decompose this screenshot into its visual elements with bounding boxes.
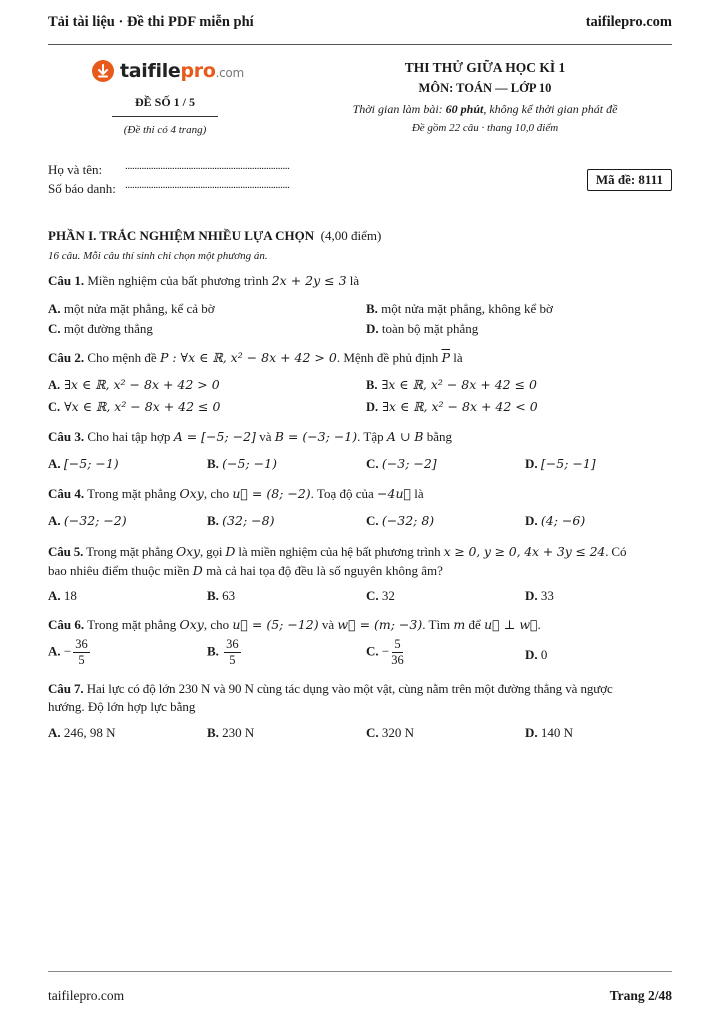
q5-option-d[interactable]: D. 33 (525, 588, 554, 603)
question-7-line-1: Câu 7. Hai lực có độ lớn 230 N và 90 N cùng tác dụng vào một vật, cùng nằm trên một đường thẳng và ngược (48, 681, 613, 696)
q3-option-d[interactable]: D. [−5; −1] (525, 456, 596, 471)
q1-option-d[interactable]: D. toàn bộ mặt phẳng (366, 321, 479, 336)
question-2: Câu 2. Cho mệnh đề P : ∀x ∈ ℝ, x² − 8x + 42 > 0. Mệnh đề phủ định $\overline{P}$ là (48, 350, 463, 365)
fraction: $\frac{36}{5}$ (226, 637, 239, 667)
section-note: 16 câu. Mỗi câu thí sinh chỉ chọn một phương án. (48, 250, 268, 262)
q6-option-c[interactable]: C. − $\frac{5}{36}$ (366, 637, 404, 667)
q4-option-d[interactable]: D. (4; −6) (525, 513, 586, 528)
page-number: Trang 2/48 (609, 988, 672, 1003)
footer-site-link[interactable]: taifilepro.com (48, 988, 125, 1003)
q3-option-b[interactable]: B. (−5; −1) (207, 456, 277, 471)
q3-option-c[interactable]: C. (−3; −2] (366, 456, 437, 471)
question-3: Câu 3. Cho hai tập hợp A = [−5; −2] và B = (−3; −1). Tập A ∪ B bằng (48, 429, 453, 444)
q5-option-c[interactable]: C. 32 (366, 588, 395, 603)
footer-divider (48, 971, 672, 972)
question-5-line-2: bao nhiêu điểm thuộc miền D mà cả hai tọa độ đều là số nguyên không âm? (48, 563, 443, 578)
q2-option-d[interactable]: D. ∃x ∈ ℝ, x² − 8x + 42 < 0 (366, 399, 538, 414)
q1-option-b[interactable]: B. một nửa mặt phẳng, không kể bờ (366, 301, 553, 316)
exam-structure: Đề gồm 22 câu · thang 10,0 điểm (411, 122, 559, 134)
q7-option-a[interactable]: A. 246, 98 N (48, 725, 116, 740)
header-divider (48, 44, 672, 45)
header-site-link[interactable]: taifilepro.com (585, 14, 672, 30)
q1-option-c[interactable]: C. một đường thẳng (48, 321, 153, 336)
header-left-text: Tải tài liệu · Đề thi PDF miễn phí (48, 14, 254, 30)
q2-option-c[interactable]: C. ∀x ∈ ℝ, x² − 8x + 42 ≤ 0 (48, 399, 221, 414)
q7-option-d[interactable]: D. 140 N (525, 725, 574, 740)
q6-option-d[interactable]: D. 0 (525, 647, 548, 662)
exam-code-badge: Mã đề: 8111 (587, 169, 672, 191)
name-label: Họ và tên: (48, 162, 103, 177)
q7-option-c[interactable]: C. 320 N (366, 725, 415, 740)
q3-option-a[interactable]: A. [−5; −1) (48, 456, 119, 471)
exam-number: ĐỀ SỐ 1 / 5 (134, 95, 195, 109)
q2-option-a[interactable]: A. ∃x ∈ ℝ, x² − 8x + 42 > 0 (48, 377, 220, 392)
q6-option-b[interactable]: B. $\frac{36}{5}$ (207, 637, 239, 667)
question-7-line-2: hướng. Độ lớn hợp lực bằng (48, 699, 196, 714)
exam-title: THI THỬ GIỮA HỌC KÌ 1 (404, 60, 566, 75)
q4-option-c[interactable]: C. (−32; 8) (366, 513, 435, 528)
download-icon (92, 60, 114, 82)
q2-option-b[interactable]: B. ∃x ∈ ℝ, x² − 8x + 42 ≤ 0 (366, 377, 538, 392)
section-heading: PHẦN I. TRẮC NGHIỆM NHIỀU LỰA CHỌN (4,00 điểm) (48, 228, 382, 243)
fraction: $\frac{5}{36}$ (391, 637, 404, 667)
id-field[interactable]: ...................................................................... (125, 179, 290, 191)
q4-option-b[interactable]: B. (32; −8) (207, 513, 275, 528)
question-5-line-1: Câu 5. Trong mặt phẳng Oxy, gọi D là miền nghiệm của hệ bất phương trình x ≥ 0, y ≥ 0, 4x + 3y ≤ 24. Có (48, 544, 627, 559)
fraction: $\frac{36}{5}$ (75, 637, 88, 667)
id-label: Số báo danh: (48, 181, 116, 196)
exam-subject: MÔN: TOÁN — LỚP 10 (418, 81, 552, 95)
exam-time: Thời gian làm bài: 60 phút, không kể thời gian phát đề (352, 102, 618, 116)
pages-note: (Đề thi có 4 trang) (123, 124, 207, 136)
q1-option-a[interactable]: A. một nửa mặt phẳng, kể cả bờ (48, 301, 215, 316)
name-field[interactable]: ...................................................................... (125, 160, 290, 172)
q7-option-b[interactable]: B. 230 N (207, 725, 255, 740)
question-6: Câu 6. Trong mặt phẳng Oxy, cho u⃗ = (5; −12) và w⃗ = (m; −3). Tìm m để u⃗ ⊥ w⃗. (48, 617, 541, 632)
q5-option-b[interactable]: B. 63 (207, 588, 236, 603)
q6-option-a[interactable]: A. − $\frac{36}{5}$ (48, 637, 88, 667)
question-4: Câu 4. Trong mặt phẳng Oxy, cho u⃗ = (8; −2). Toạ độ của −4u⃗ là (48, 486, 424, 501)
exam-number-underline (112, 116, 218, 117)
site-logo[interactable] (92, 60, 244, 82)
question-1: Câu 1. Miền nghiệm của bất phương trình 2x + 2y ≤ 3 là (48, 273, 360, 288)
logo-wordmark: taifilepro.com (120, 60, 244, 82)
q5-option-a[interactable]: A. 18 (48, 588, 77, 603)
q4-option-a[interactable]: A. (−32; −2) (48, 513, 127, 528)
